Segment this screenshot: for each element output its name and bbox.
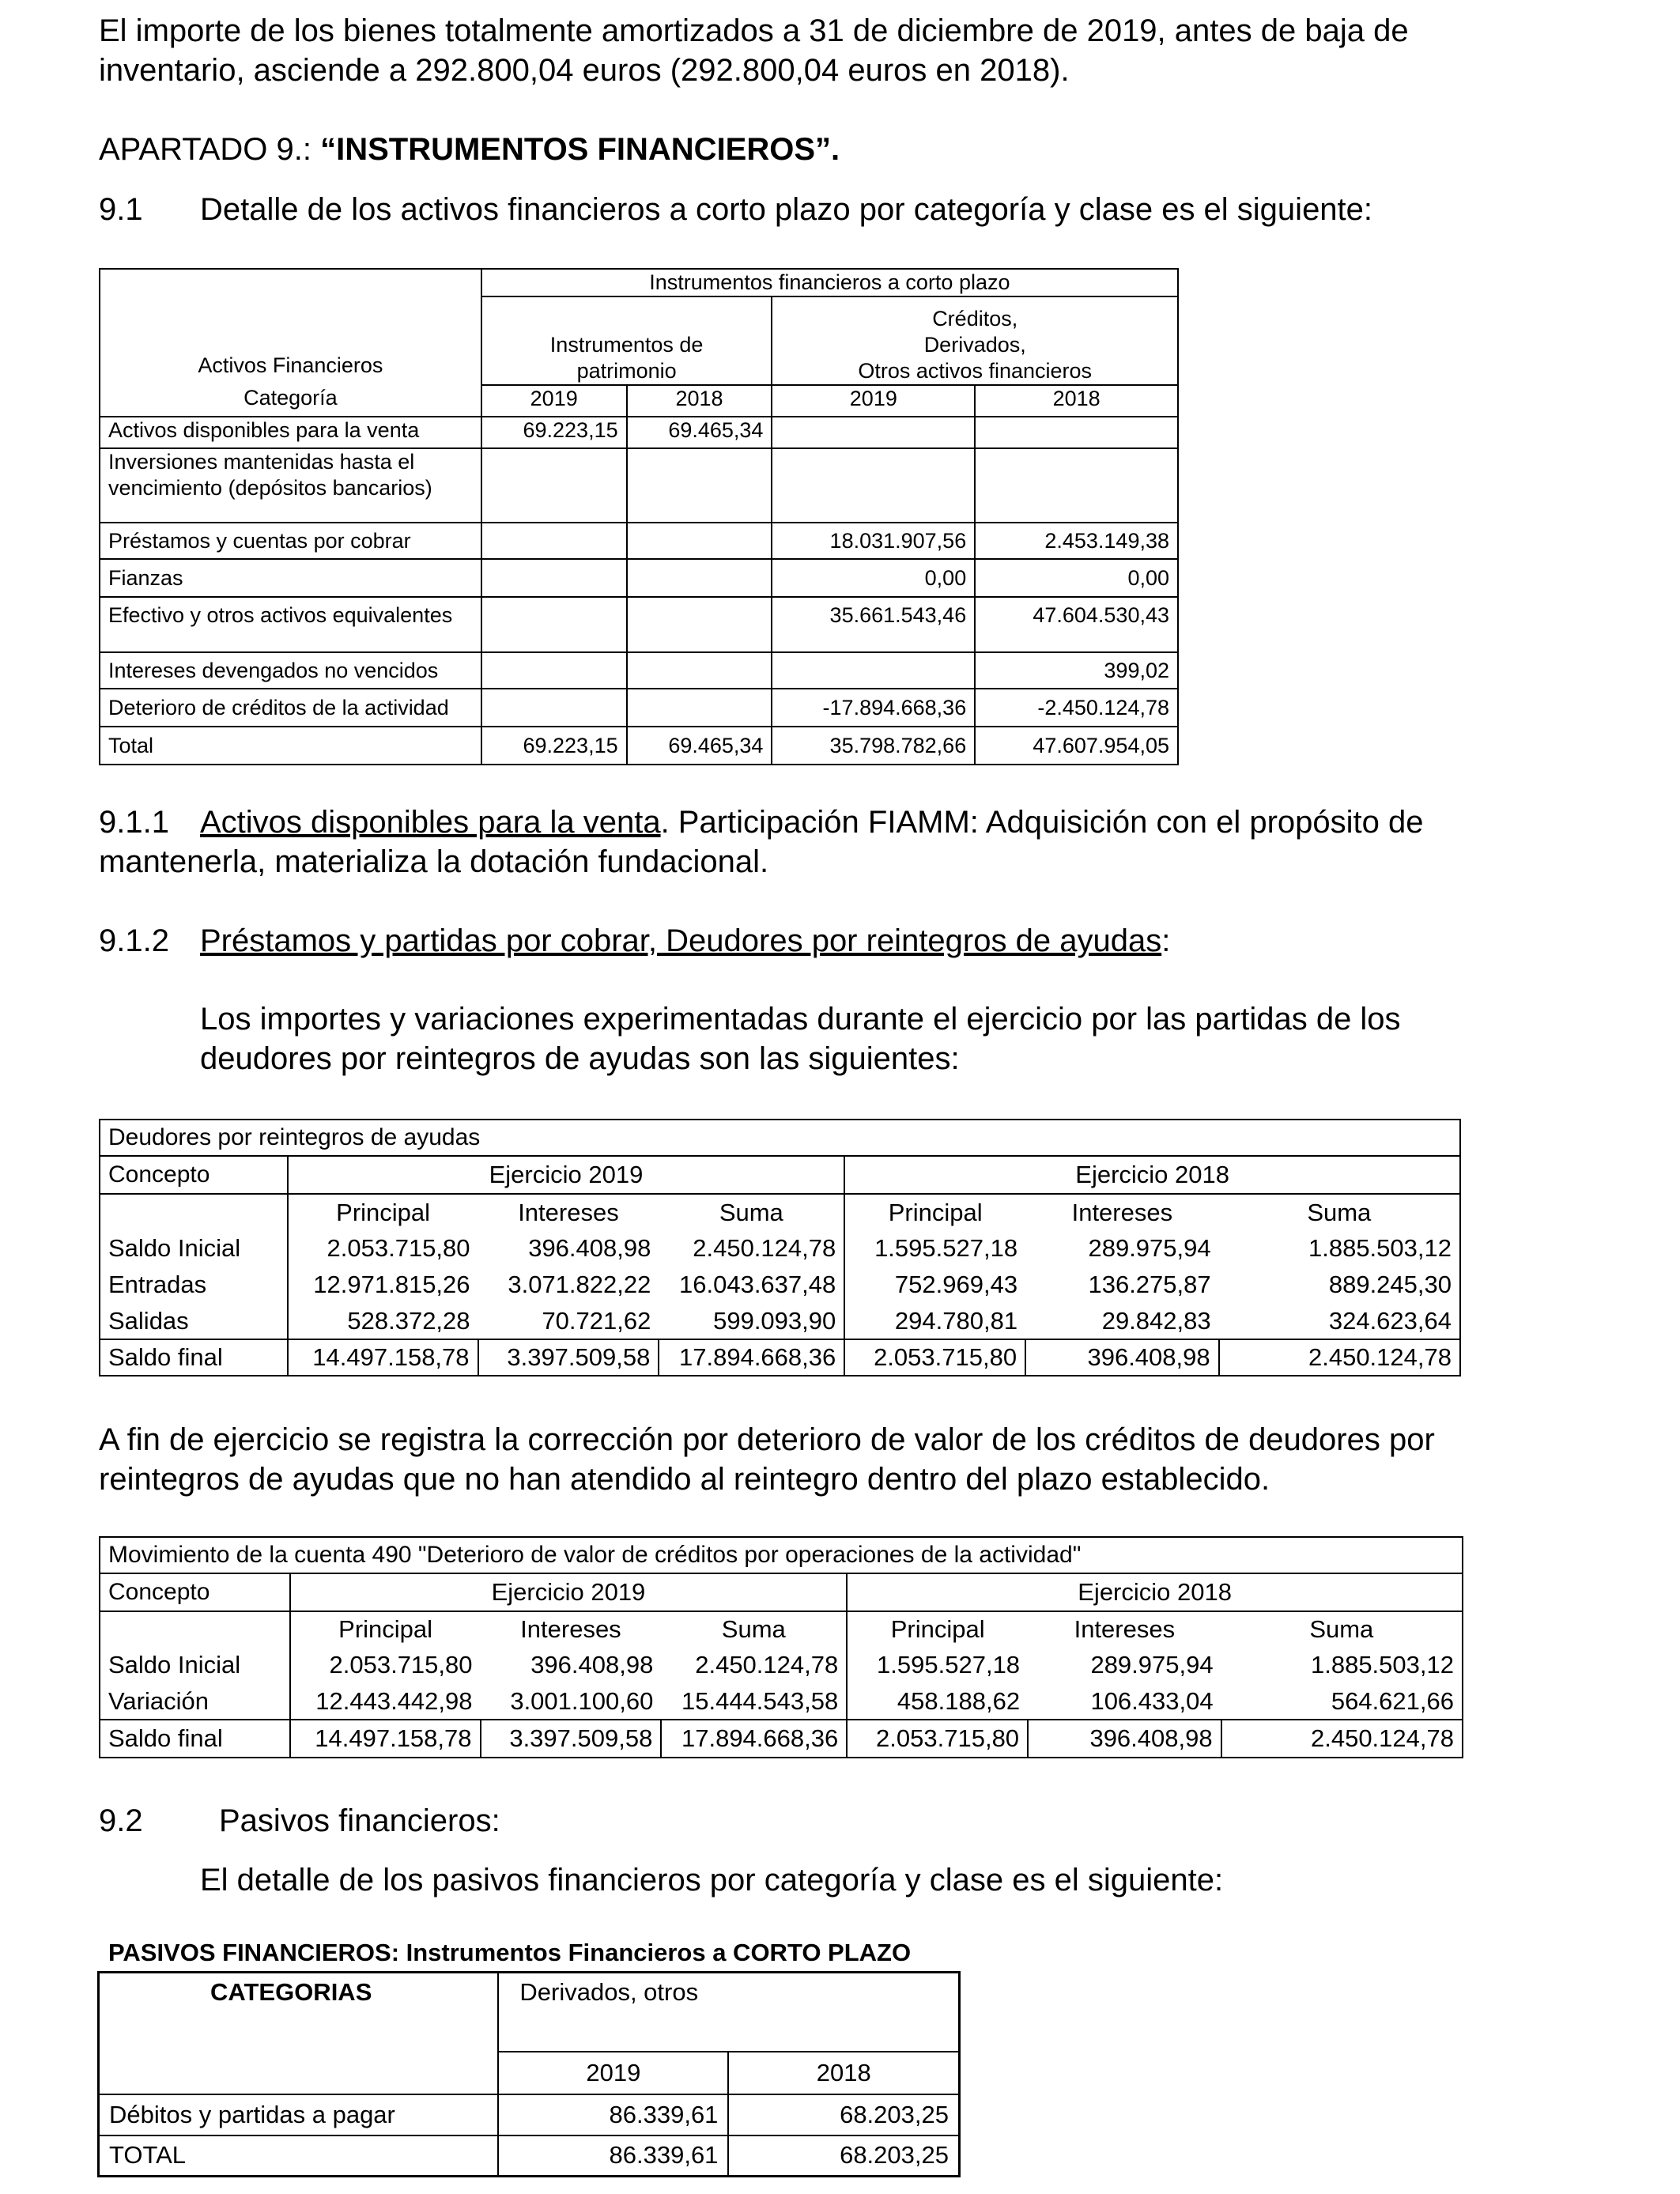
row-label: Saldo Inicial — [100, 1647, 290, 1683]
paragraph-line-2: deudores por reintegros de ayudas son las siguientes: — [200, 1041, 960, 1076]
cell-value: 68.203,25 — [728, 2094, 959, 2135]
table-row — [100, 597, 1178, 652]
cell-value — [627, 689, 772, 727]
cell-value — [975, 448, 1178, 523]
section-rest-text: . Participación FIAMM: Adquisición con el propósito de — [660, 805, 1424, 840]
cell-value: 69.223,15 — [481, 727, 627, 765]
cell-value — [627, 448, 772, 523]
section-title: Pasivos financieros: — [219, 1803, 500, 1838]
year-header: 2019 — [498, 2052, 728, 2094]
section-text: Detalle de los activos financieros a corto plazo por categoría y clase es el siguiente: — [200, 192, 1373, 227]
subheader-principal: Principal — [890, 1615, 985, 1643]
cell-value: 136.275,87 — [1088, 1271, 1211, 1298]
year-header: 2019 — [772, 385, 975, 417]
cell-value: 564.621,66 — [1331, 1686, 1454, 1715]
cell-value: 1.885.503,12 — [1310, 1651, 1454, 1679]
table-row — [100, 1683, 1463, 1720]
cell-value: 69.465,34 — [627, 417, 772, 448]
row-label: Total — [100, 727, 481, 765]
cell-value: 1.595.527,18 — [874, 1234, 1018, 1262]
row-label: Salidas — [100, 1303, 288, 1339]
cell-value — [772, 448, 975, 523]
col-header-line: Derivados, — [923, 333, 1026, 357]
section-link-text: Activos disponibles para la venta — [200, 805, 661, 840]
table-row — [100, 652, 1178, 689]
cell-value: 2.053.715,80 — [844, 1339, 1025, 1376]
intro-paragraph — [99, 11, 1589, 90]
subheader-intereses: Intereses — [1074, 1615, 1176, 1643]
deudores-table — [99, 1119, 1461, 1376]
section-number: 9.1.1 — [99, 805, 169, 840]
cell-value — [627, 597, 772, 652]
table-row — [100, 1230, 1460, 1267]
cell-value: 1.885.503,12 — [1308, 1234, 1452, 1262]
intro-line-1: El importe de los bienes totalmente amortizados a 31 de diciembre de 2019, antes de baja de — [99, 13, 1409, 48]
row-label: Débitos y partidas a pagar — [99, 2094, 499, 2135]
cell-value: 106.433,04 — [1090, 1686, 1214, 1715]
cell-value: 3.001.100,60 — [510, 1686, 654, 1715]
table-row — [100, 417, 1178, 448]
subheader-suma: Suma — [659, 1194, 844, 1230]
table-row — [99, 2094, 960, 2135]
subheader-principal: Principal — [336, 1198, 431, 1226]
section-9-1-2-heading — [99, 921, 1170, 961]
cell-value — [627, 652, 772, 689]
cell-value — [481, 597, 627, 652]
cell-value: 3.071.822,22 — [508, 1271, 651, 1298]
cell-value: 324.623,64 — [1328, 1306, 1452, 1335]
cell-value: 14.497.158,78 — [290, 1720, 481, 1758]
subheader-intereses: Intereses — [1071, 1198, 1173, 1226]
row-label: Intereses devengados no vencidos — [100, 652, 481, 689]
row-label: Saldo final — [100, 1339, 288, 1376]
table-row-final — [100, 1720, 1463, 1758]
table-row — [100, 448, 1178, 523]
year-header: 2018 — [975, 385, 1178, 417]
apartado-prefix: APARTADO 9.: — [99, 132, 321, 167]
section-colon: : — [1161, 923, 1171, 958]
cell-value: 47.607.954,05 — [975, 727, 1178, 765]
year-header: 2018 — [728, 2052, 959, 2094]
table-row — [100, 1267, 1460, 1303]
cell-value — [627, 559, 772, 597]
cell-value: 16.043.637,48 — [659, 1267, 844, 1303]
year-header: 2018 — [627, 385, 772, 417]
pasivos-table — [97, 1971, 961, 2177]
cell-value — [481, 559, 627, 597]
section-9-1-2-paragraph — [200, 999, 1589, 1078]
activos-financieros-table — [99, 268, 1179, 765]
cell-value — [481, 523, 627, 559]
paragraph-line-2: reintegros de ayudas que no han atendido al reintegro dentro del plazo establecido. — [99, 1462, 1270, 1497]
subheader-intereses: Intereses — [520, 1615, 621, 1643]
cell-value: 69.223,15 — [481, 417, 627, 448]
col-header-patrimonio — [481, 296, 772, 385]
subheader-principal: Principal — [338, 1615, 433, 1643]
concepto-label: Concepto — [100, 1156, 288, 1194]
row-label: Fianzas — [100, 559, 481, 597]
section-number: 9.1 — [99, 192, 143, 227]
cuenta-490-table — [99, 1536, 1463, 1758]
ejercicio-2018-header: Ejercicio 2018 — [847, 1573, 1463, 1611]
cell-value: 396.408,98 — [1025, 1339, 1219, 1376]
cell-value: 2.450.124,78 — [1219, 1339, 1460, 1376]
row-label: Inversiones mantenidas hasta el vencimiento (depósitos bancarios) — [100, 448, 481, 523]
section-9-1-heading — [99, 190, 1372, 229]
cell-value: 86.339,61 — [498, 2094, 728, 2135]
cell-value: 889.245,30 — [1328, 1271, 1452, 1298]
cell-value: 17.894.668,36 — [661, 1720, 847, 1758]
cell-value: 29.842,83 — [1101, 1306, 1211, 1335]
derivados-header: Derivados, otros — [498, 1973, 959, 2052]
cell-value: 12.971.815,26 — [313, 1271, 470, 1298]
cell-value: 1.595.527,18 — [877, 1651, 1021, 1679]
col-header-line: Instrumentos de — [549, 333, 704, 357]
categoria-label: Categoría — [100, 385, 481, 417]
row-label: Variación — [100, 1683, 290, 1720]
table-row-final — [100, 1339, 1460, 1376]
col-header-line: Otros activos financieros — [858, 359, 1093, 383]
section-9-1-1 — [99, 802, 1589, 882]
empty-cell — [100, 1194, 288, 1230]
deterioro-paragraph — [99, 1420, 1589, 1499]
row-label: Saldo final — [100, 1720, 290, 1758]
apartado-heading — [99, 130, 840, 169]
col-header-line: patrimonio — [576, 359, 677, 383]
row-header-label: Activos Financieros — [100, 269, 481, 385]
apartado-title: “INSTRUMENTOS FINANCIEROS”. — [320, 132, 840, 167]
section-9-2-heading — [99, 1801, 500, 1841]
section-9-1-1-line-1 — [99, 802, 1589, 842]
cell-value: 294.780,81 — [894, 1306, 1018, 1335]
cell-value: 2.453.149,38 — [975, 523, 1178, 559]
paragraph-line-1: Los importes y variaciones experimentadas durante el ejercicio por las partidas de los — [200, 1002, 1401, 1037]
cell-value: 458.188,62 — [897, 1686, 1021, 1715]
row-label: Activos disponibles para la venta — [100, 417, 481, 448]
cell-value: 35.798.782,66 — [772, 727, 975, 765]
cell-value — [975, 417, 1178, 448]
cell-value: 14.497.158,78 — [288, 1339, 478, 1376]
table-row-total — [100, 727, 1178, 765]
subheader-principal: Principal — [888, 1198, 983, 1226]
row-label: TOTAL — [99, 2135, 499, 2177]
cell-value: 599.093,90 — [659, 1303, 844, 1339]
subheader-intereses: Intereses — [518, 1198, 619, 1226]
cell-value: 2.053.715,80 — [847, 1720, 1028, 1758]
cell-value: -17.894.668,36 — [772, 689, 975, 727]
row-label: Entradas — [100, 1267, 288, 1303]
cell-value: 18.031.907,56 — [772, 523, 975, 559]
section-number: 9.2 — [99, 1803, 143, 1838]
section-number: 9.1.2 — [99, 923, 169, 958]
cell-value: 3.397.509,58 — [481, 1720, 662, 1758]
cell-value: 289.975,94 — [1090, 1651, 1214, 1679]
table-row-total — [99, 2135, 960, 2177]
subheader-suma: Suma — [1309, 1615, 1374, 1643]
col-header-line: Créditos, — [932, 307, 1018, 330]
table-row — [100, 689, 1178, 727]
cell-value — [772, 417, 975, 448]
top-header: Instrumentos financieros a corto plazo — [481, 269, 1178, 296]
cell-value: 289.975,94 — [1088, 1234, 1211, 1262]
cell-value: 396.408,98 — [530, 1651, 654, 1679]
cell-value: -2.450.124,78 — [975, 689, 1178, 727]
subheader-suma: Suma — [1307, 1198, 1372, 1226]
cell-value: 396.408,98 — [1028, 1720, 1221, 1758]
row-label: Efectivo y otros activos equivalentes — [100, 597, 481, 652]
cell-value: 17.894.668,36 — [659, 1339, 844, 1376]
ejercicio-2019-header: Ejercicio 2019 — [290, 1573, 848, 1611]
section-link-text: Préstamos y partidas por cobrar, Deudores por reintegros de ayudas — [200, 923, 1162, 958]
cell-value: 2.053.715,80 — [327, 1234, 470, 1262]
cell-value: 35.661.543,46 — [772, 597, 975, 652]
cell-value: 68.203,25 — [728, 2135, 959, 2177]
table-title: Deudores por reintegros de ayudas — [100, 1120, 1460, 1156]
cell-value: 12.443.442,98 — [315, 1686, 473, 1715]
cell-value: 528.372,28 — [347, 1306, 470, 1335]
row-label: Préstamos y cuentas por cobrar — [100, 523, 481, 559]
categorias-header: CATEGORIAS — [99, 1973, 499, 2094]
cell-value: 2.450.124,78 — [1221, 1720, 1463, 1758]
cell-value — [481, 652, 627, 689]
cell-value — [627, 523, 772, 559]
intro-line-2: inventario, asciende a 292.800,04 euros (292.800,04 euros en 2018). — [99, 53, 1070, 88]
col-header-creditos — [772, 296, 1178, 385]
cell-value: 86.339,61 — [498, 2135, 728, 2177]
subheader-suma: Suma — [661, 1611, 847, 1647]
cell-value: 399,02 — [975, 652, 1178, 689]
section-9-1-1-line-2: mantenerla, materializa la dotación fundacional. — [99, 844, 769, 879]
paragraph-line-1: A fin de ejercicio se registra la corrección por deterioro de valor de los créditos de deudores por — [99, 1422, 1435, 1457]
cell-value: 70.721,62 — [542, 1306, 651, 1335]
cell-value: 47.604.530,43 — [975, 597, 1178, 652]
cell-value — [481, 689, 627, 727]
cell-value: 2.450.124,78 — [661, 1647, 847, 1683]
concepto-label: Concepto — [100, 1573, 290, 1611]
cell-value: 3.397.509,58 — [478, 1339, 659, 1376]
row-label: Deterioro de créditos de la actividad — [100, 689, 481, 727]
cell-value: 0,00 — [975, 559, 1178, 597]
cell-value: 69.465,34 — [627, 727, 772, 765]
table-title: Movimiento de la cuenta 490 "Deterioro de valor de créditos por operaciones de la actividad" — [100, 1537, 1463, 1573]
cell-value: 2.053.715,80 — [329, 1651, 473, 1679]
empty-cell — [100, 1611, 290, 1647]
cell-value — [481, 448, 627, 523]
row-label: Saldo Inicial — [100, 1230, 288, 1267]
section-9-2-paragraph: El detalle de los pasivos financieros por categoría y clase es el siguiente: — [200, 1863, 1224, 1898]
table-row — [100, 523, 1178, 559]
cell-value: 0,00 — [772, 559, 975, 597]
ejercicio-2018-header: Ejercicio 2018 — [844, 1156, 1460, 1194]
cell-value: 752.969,43 — [894, 1271, 1018, 1298]
cell-value: 15.444.543,58 — [661, 1683, 847, 1720]
table-row — [100, 1647, 1463, 1683]
cell-value — [772, 652, 975, 689]
table-row — [100, 1303, 1460, 1339]
pasivos-caption: PASIVOS FINANCIEROS: Instrumentos Financieros a CORTO PLAZO — [108, 1939, 912, 1966]
ejercicio-2019-header: Ejercicio 2019 — [288, 1156, 845, 1194]
cell-value: 2.450.124,78 — [659, 1230, 844, 1267]
cell-value: 396.408,98 — [528, 1234, 651, 1262]
year-header: 2019 — [481, 385, 627, 417]
table-row — [100, 559, 1178, 597]
